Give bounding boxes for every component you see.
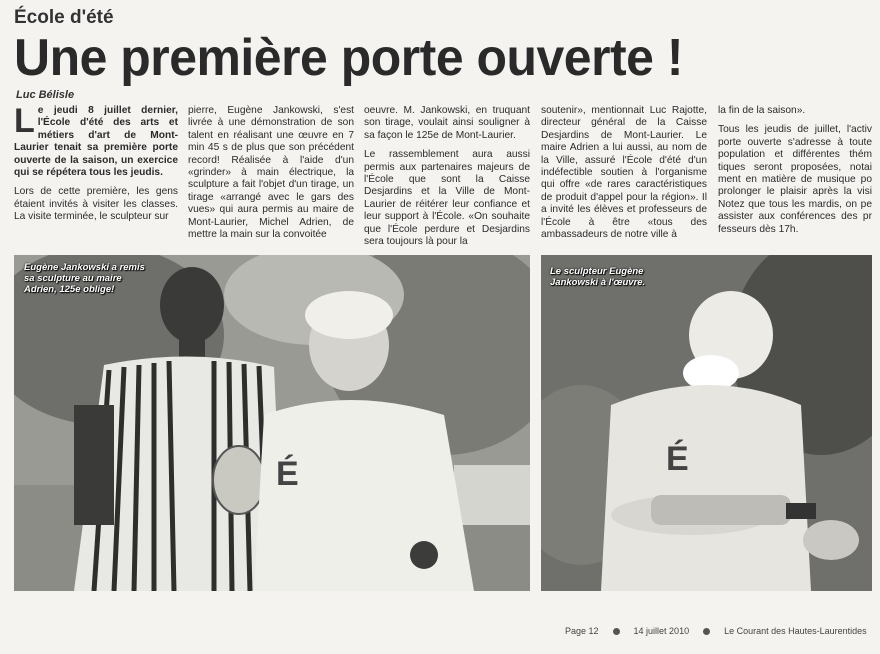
byline: Luc Bélisle <box>16 89 75 101</box>
article-paragraph: oeuvre. M. Jankowski, en truquant son tirage, voulait ainsi souligner à sa façon le 125e de Mont-Laurier. <box>364 105 530 141</box>
page-footer <box>565 626 867 636</box>
article-paragraph: la fin de la saison». <box>718 105 806 116</box>
article-paragraph: pierre, Eugène Jankowski, s'est livrée à une démonstration de son talent en réalisant une œuvre en 7 min 45 s de plus que son précédent record! Réalisée à l'aide d'un «grinder» à main électrique, la sculpture a fait l'objet d'un tirage, un tirage «arrangé avec le gars des vues» qui aura permis au maire de Mont-Laurier, Michel Adrien, de mettre la main sur la convoitée <box>188 105 354 241</box>
article-lead: e jeudi 8 juillet dernier, l'École d'été des arts et métiers d'art de Mont-Laurier tenait sa première porte ouverte de la saison, un exercice qui se répétera tous les jeudis. <box>14 105 178 179</box>
issue-date: 14 juillet 2010 <box>633 626 690 636</box>
article-paragraph: Tous les jeudis de juillet, l'activ porte ouverte s'adresse à toute population et différentes thém tiques seront proposées, notai ment en matière de musique po prolonger le plaisir après la visi Notez que tous les mardis, on pe assister aux conférences des pr fesseurs dès 17h. <box>718 124 872 235</box>
photo-presentation-image <box>14 255 530 591</box>
article-column-2 <box>188 105 354 253</box>
photo-caption-left: Eugène Jankowski a remis sa sculpture au maire Adrien, 125e oblige! <box>24 262 145 295</box>
photo-sculptor <box>541 255 872 591</box>
headline: Une première porte ouverte ! <box>14 29 683 87</box>
bullet-dot-icon <box>703 628 710 635</box>
article-column-5 <box>718 105 872 253</box>
page-number: Page 12 <box>565 626 599 636</box>
article-column-1 <box>14 105 178 253</box>
article-paragraph: Le rassemblement aura aussi permis aux partenaires majeurs de l'École que sont la Caisse Desjardins et la Ville de Mont-Laurier de réitérer leur confiance et leur support à l'École. «On souhaite que l'École perdure et Desjardins sera toujours là pour la <box>364 149 530 248</box>
photo-presentation <box>14 255 530 591</box>
svg-text:É: É <box>666 440 689 478</box>
svg-text:É: É <box>276 455 299 493</box>
article-paragraph: Lors de cette première, les gens étaient invités à visiter les classes. La visite terminée, le sculpteur sur <box>14 186 178 223</box>
article-paragraph: soutenir», mentionnait Luc Rajotte, directeur général de la Caisse Desjardins de Mont-Laurier. Le maire Adrien a lui aussi, au nom de la Ville, assuré l'École d'été d'un indéfectible soutien à l'organisme qui offre «de rares caractéristiques de produit d'appel pour la région». Il a invité les élèves et professeurs de l'École à être «tous des ambassadeurs de notre ville à <box>541 105 707 241</box>
article-column-4 <box>541 105 707 253</box>
bullet-dot-icon <box>613 628 620 635</box>
photo-caption-right: Le sculpteur Eugène Jankowski à l'œuvre. <box>550 266 646 288</box>
newspaper-name: Le Courant des Hautes-Laurentides <box>724 626 867 636</box>
photo-sculptor-image <box>541 255 872 591</box>
article-column-3 <box>364 105 530 253</box>
drop-cap: L <box>14 105 35 140</box>
section-kicker: École d'été <box>14 7 114 28</box>
